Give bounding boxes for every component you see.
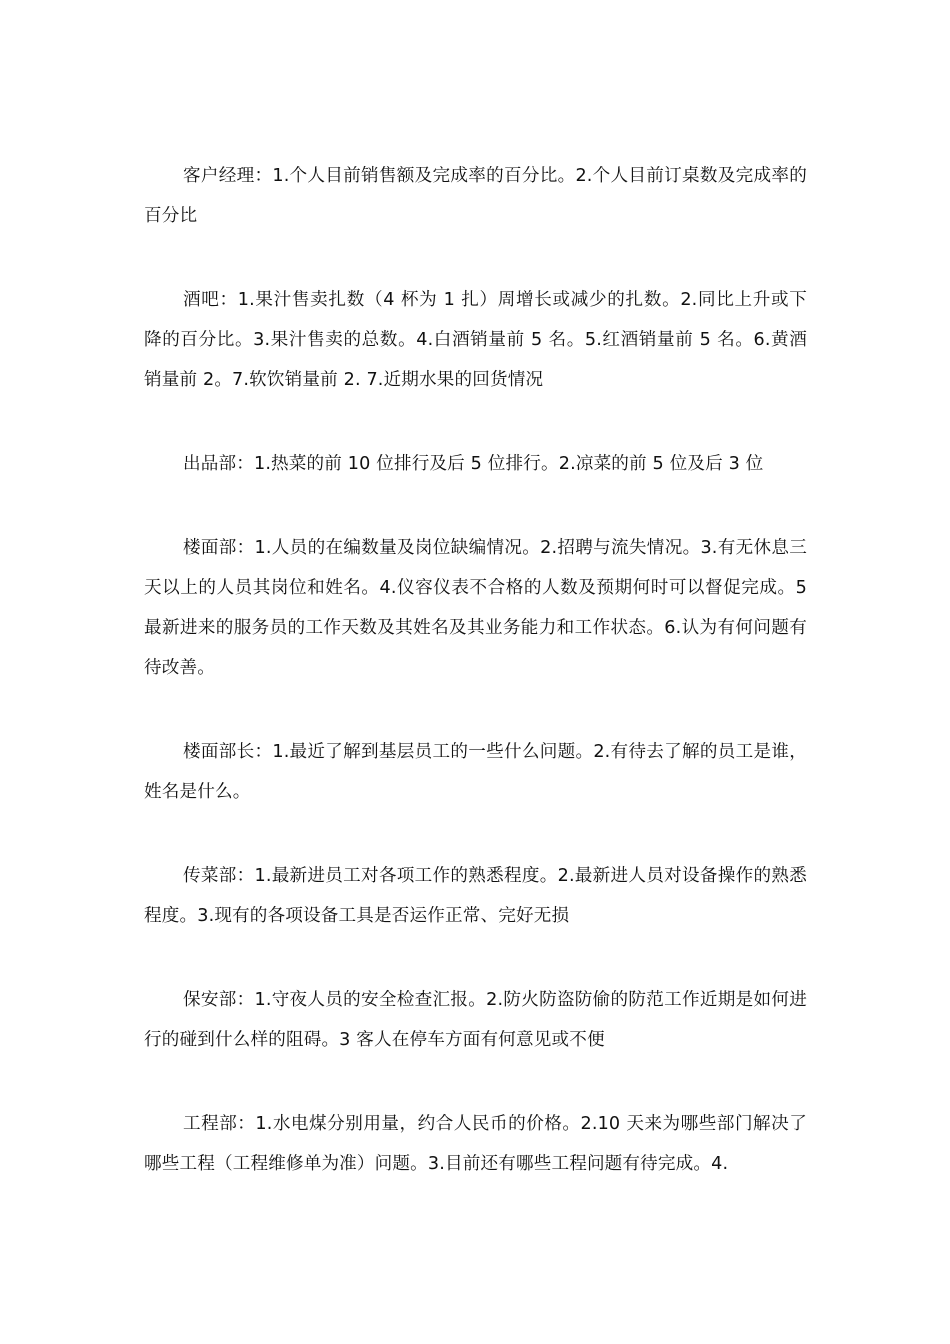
paragraph-floor-manager: 楼面部长：1.最近了解到基层员工的一些什么问题。2.有待去了解的员工是谁，姓名是什么。 [144, 742, 807, 802]
paragraph-engineering: 工程部：1.水电煤分别用量，约合人民币的价格。2.10 天来为哪些部门解决了哪些工程（工程维修单为准）问题。3.目前还有哪些工程问题有待完成。4. [144, 1114, 807, 1174]
paragraph-customer-manager: 客户经理：1.个人目前销售额及完成率的百分比。2.个人目前订桌数及完成率的百分比 [144, 166, 807, 226]
paragraph-floor-department: 楼面部：1.人员的在编数量及岗位缺编情况。2.招聘与流失情况。3.有无休息三天以上的人员其岗位和姓名。4.仪容仪表不合格的人数及预期何时可以督促完成。5 最新进来的服务员的工作天数及其姓名及其业务能力和工作状态。6.认为有何问题有待改善。 [144, 538, 807, 678]
paragraph-food-runner: 传菜部：1.最新进员工对各项工作的熟悉程度。2.最新进人员对设备操作的熟悉程度。3.现有的各项设备工具是否运作正常、完好无损 [144, 866, 807, 926]
document-body [144, 156, 807, 1228]
paragraph-bar: 酒吧：1.果汁售卖扎数（4 杯为 1 扎）周增长或减少的扎数。2.同比上升或下降的百分比。3.果汁售卖的总数。4.白酒销量前 5 名。5.红酒销量前 5 名。6.黄酒销量前 2。7.软饮销量前 2. 7.近期水果的回货情况 [144, 290, 807, 390]
paragraph-security: 保安部：1.守夜人员的安全检查汇报。2.防火防盗防偷的防范工作近期是如何进行的碰到什么样的阻碍。3 客人在停车方面有何意见或不便 [144, 990, 807, 1050]
paragraph-kitchen: 出品部：1.热菜的前 10 位排行及后 5 位排行。2.凉菜的前 5 位及后 3 位 [183, 454, 764, 474]
